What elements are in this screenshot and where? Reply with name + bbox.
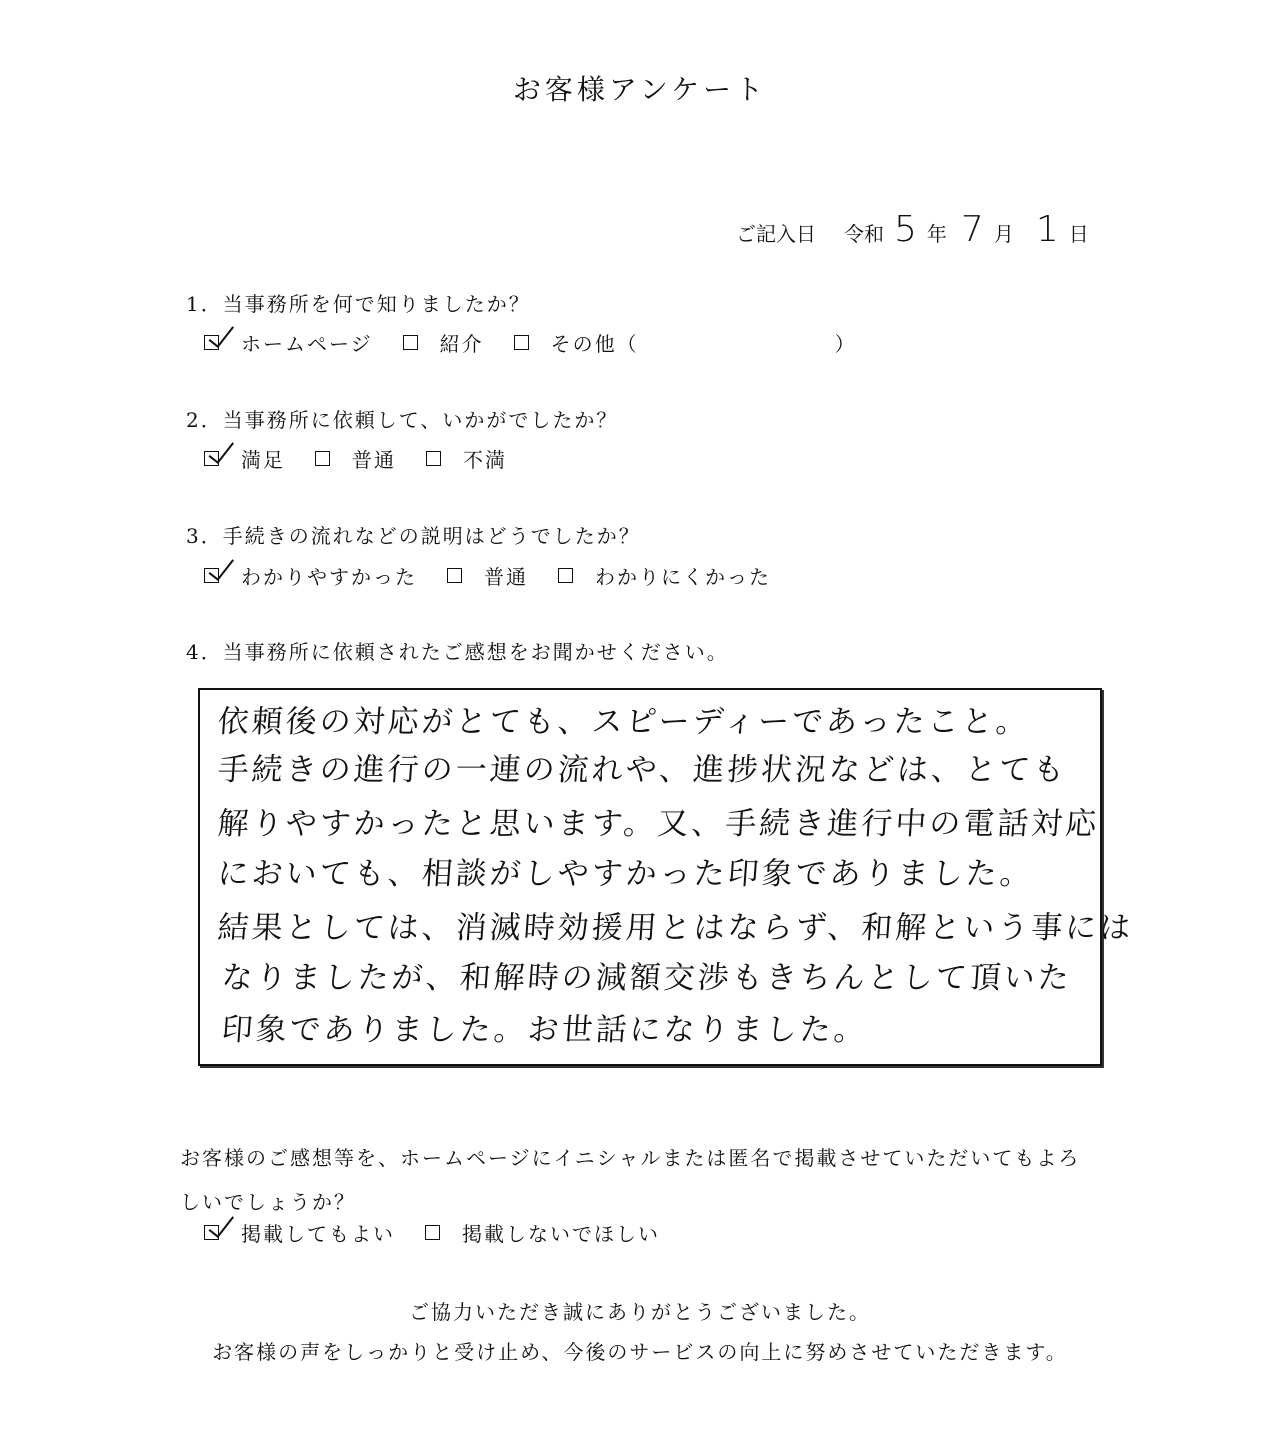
q1-option-other: その他（ (550, 332, 639, 356)
q1-checkbox-homepage[interactable] (204, 335, 219, 350)
q4-answer-line: 結果としては、消滅時効援用とはならず、和解という事には (216, 910, 1135, 946)
q2-option-dissatisfied: 不満 (463, 448, 507, 472)
date-year-value: 5 (894, 209, 917, 250)
q2-option-normal: 普通 (352, 448, 396, 472)
date-entry (736, 209, 1089, 250)
q2-checkbox-normal[interactable] (315, 451, 330, 466)
q1-checkbox-referral[interactable] (403, 335, 418, 350)
q1-question: 1．当事務所を何で知りましたか？ (186, 292, 531, 316)
date-year-unit: 年 (926, 222, 947, 246)
q4-answer-line: 解りやすかったと思います。又、手続き進行中の電話対応 (216, 806, 1101, 842)
consent-options (204, 1218, 690, 1247)
q3-option-hard: わかりにくかった (595, 565, 771, 589)
date-day-unit: 日 (1068, 222, 1089, 246)
thanks-line-2: お客様の声をしっかりと受け止め、今後のサービスの向上に努めさせていただきます。 (212, 1340, 1068, 1364)
q1-options (204, 328, 857, 357)
q4-answer-line: においても、相談がしやすかった印象でありました。 (216, 856, 1036, 892)
date-label: ご記入日 (736, 222, 816, 246)
q1-option-homepage: ホームページ (241, 332, 373, 356)
q1-checkbox-other[interactable] (514, 335, 529, 350)
date-month-value: 7 (960, 209, 984, 250)
q3-checkbox-easy[interactable] (204, 568, 219, 583)
q3-checkbox-normal[interactable] (447, 568, 462, 583)
q2-checkbox-satisfied[interactable] (204, 451, 219, 466)
q3-checkbox-hard[interactable] (558, 568, 573, 583)
q3-question: 3．手続きの流れなどの説明はどうでしたか？ (186, 524, 641, 548)
date-month-unit: 月 (993, 222, 1014, 246)
consent-option-deny: 掲載しないでほしい (462, 1222, 660, 1246)
thanks-line-1: ご協力いただき誠にありがとうございました。 (409, 1300, 871, 1324)
q4-answer-line: 印象でありました。お世話になりました。 (220, 1012, 870, 1048)
q2-checkbox-dissatisfied[interactable] (426, 451, 441, 466)
q2-option-satisfied: 満足 (241, 448, 285, 472)
q4-answer-line: なりましたが、和解時の減額交渉もきちんとして頂いた (220, 960, 1074, 996)
q4-question: 4．当事務所に依頼されたご感想をお聞かせください。 (186, 640, 729, 664)
consent-question: お客様のご感想等を、ホームページにイニシャルまたは匿名で掲載させていただいてもよろしいでしょうか？ (180, 1146, 1081, 1214)
q3-option-normal: 普通 (484, 565, 528, 589)
q4-answer-line: 依頼後の対応がとても、スピーディーであったこと。 (216, 704, 1031, 740)
q3-option-easy: わかりやすかった (241, 565, 417, 589)
consent-checkbox-allow[interactable] (204, 1225, 219, 1240)
date-era: 令和 (844, 222, 884, 246)
q1-option-referral: 紹介 (439, 332, 484, 356)
consent-option-allow: 掲載してもよい (241, 1222, 395, 1246)
q2-question: 2．当事務所に依頼して、いかがでしたか？ (186, 408, 619, 432)
q3-options (204, 561, 801, 590)
consent-checkbox-deny[interactable] (425, 1225, 440, 1240)
q2-options (204, 444, 537, 473)
q1-option-other-close: ） (834, 332, 857, 356)
page-title: お客様アンケート (512, 73, 768, 106)
q4-answer-line: 手続きの進行の一連の流れや、進捗状況などは、とても (216, 752, 1069, 788)
date-day-value: 1 (1035, 209, 1059, 250)
